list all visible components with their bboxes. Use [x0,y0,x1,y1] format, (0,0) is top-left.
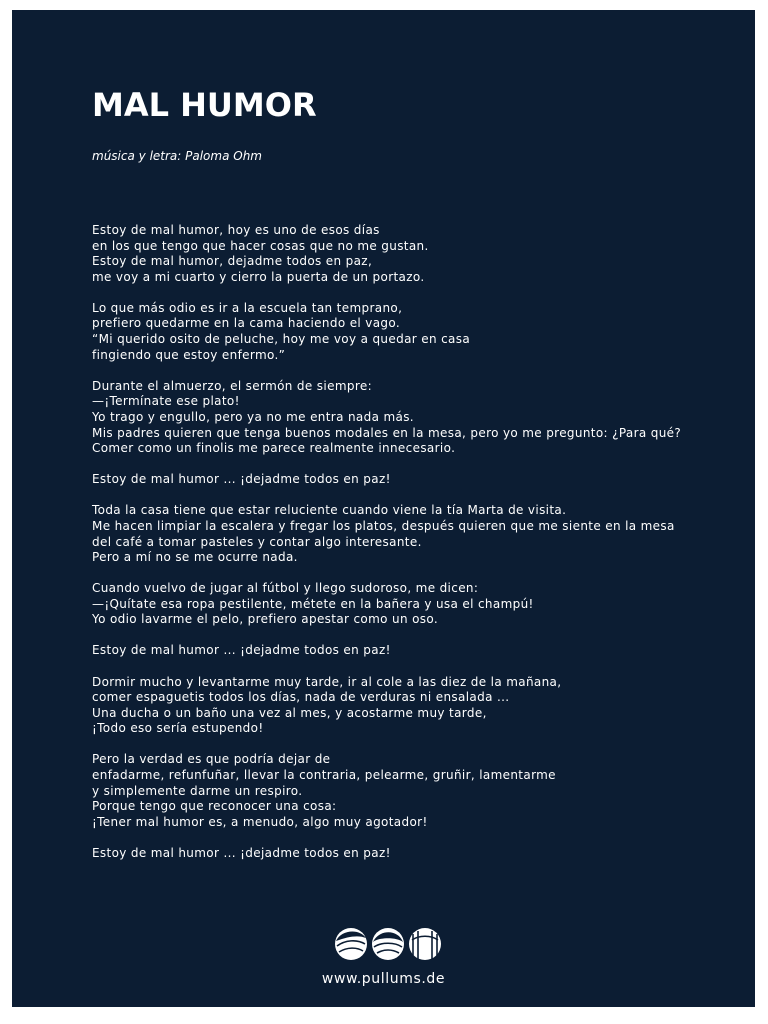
lyrics-line: Estoy de mal humor, dejadme todos en paz, [92,254,373,269]
lyrics-line: comer espaguetis todos los días, nada de verduras ni ensalada ... [92,690,510,705]
lyrics-page [12,10,755,1007]
lyrics-line: ¡Tener mal humor es, a menudo, algo muy agotador! [92,814,428,829]
lyrics-stanza [92,675,732,737]
lyrics-stanza [92,752,732,830]
lyrics-stanza [92,581,732,628]
lyrics-line: Dormir mucho y levantarme muy tarde, ir al cole a las diez de la mañana, [92,674,562,689]
lyrics-line: Yo trago y engullo, pero ya no me entra nada más. [92,409,414,424]
pullums-faces-logo-icon [333,926,443,962]
lyrics-line: Porque tengo que reconocer una cosa: [92,799,337,814]
lyrics-line: Estoy de mal humor ... ¡dejadme todos en paz! [92,472,391,487]
lyrics-line: Me hacen limpiar la escalera y fregar los platos, después quieren que me siente en la mesa [92,518,675,533]
lyrics-line: “Mi querido osito de peluche, hoy me voy a quedar en casa [92,332,471,347]
lyrics-line: Durante el almuerzo, el sermón de siempre: [92,378,372,393]
lyrics-line: Cuando vuelvo de jugar al fútbol y llego sudoroso, me dicen: [92,581,479,596]
lyrics-line: Mis padres quieren que tenga buenos modales en la mesa, pero yo me pregunto: ¿Para qué? [92,425,682,440]
lyrics-line: en los que tengo que hacer cosas que no me gustan. [92,238,429,253]
lyrics-line: Toda la casa tiene que estar reluciente cuando viene la tía Marta de visita. [92,503,567,518]
lyrics-line: del café a tomar pasteles y contar algo interesante. [92,534,422,549]
lyrics-stanza [92,643,732,659]
lyrics-body [92,223,732,877]
lyrics-line: Estoy de mal humor ... ¡dejadme todos en paz! [92,643,391,658]
song-credits: música y letra: Paloma Ohm [92,149,262,163]
lyrics-line: Lo que más odio es ir a la escuela tan temprano, [92,300,403,315]
lyrics-stanza [92,846,732,862]
lyrics-line: Comer como un finolis me parece realmente innecesario. [92,441,456,456]
lyrics-line: Yo odio lavarme el pelo, prefiero apestar como un oso. [92,612,439,627]
lyrics-line: me voy a mi cuarto y cierro la puerta de un portazo. [92,269,425,284]
lyrics-line: Estoy de mal humor ... ¡dejadme todos en paz! [92,845,391,860]
lyrics-stanza [92,223,732,285]
lyrics-stanza [92,301,732,363]
lyrics-line: enfadarme, refunfuñar, llevar la contraria, pelearme, gruñir, lamentarme [92,768,556,783]
lyrics-stanza [92,379,732,457]
song-title: MAL HUMOR [92,86,317,124]
lyrics-line: Estoy de mal humor, hoy es uno de esos días [92,223,380,237]
lyrics-line: fingiendo que estoy enfermo.” [92,347,286,362]
lyrics-line: y simplemente darme un respiro. [92,783,303,798]
lyrics-line: Pero la verdad es que podría dejar de [92,752,331,767]
lyrics-stanza [92,472,732,488]
lyrics-stanza [92,503,732,565]
lyrics-line: Pero a mí no se me ocurre nada. [92,550,298,565]
lyrics-line: —¡Termínate ese plato! [92,394,240,409]
footer-website-link[interactable]: www.pullums.de [321,971,446,987]
lyrics-line: Una ducha o un baño una vez al mes, y acostarme muy tarde, [92,705,487,720]
lyrics-line: ¡Todo eso sería estupendo! [92,721,264,736]
lyrics-line: —¡Quítate esa ropa pestilente, métete en la bañera y usa el champú! [92,596,534,611]
lyrics-line: prefiero quedarme en la cama haciendo el vago. [92,316,401,331]
